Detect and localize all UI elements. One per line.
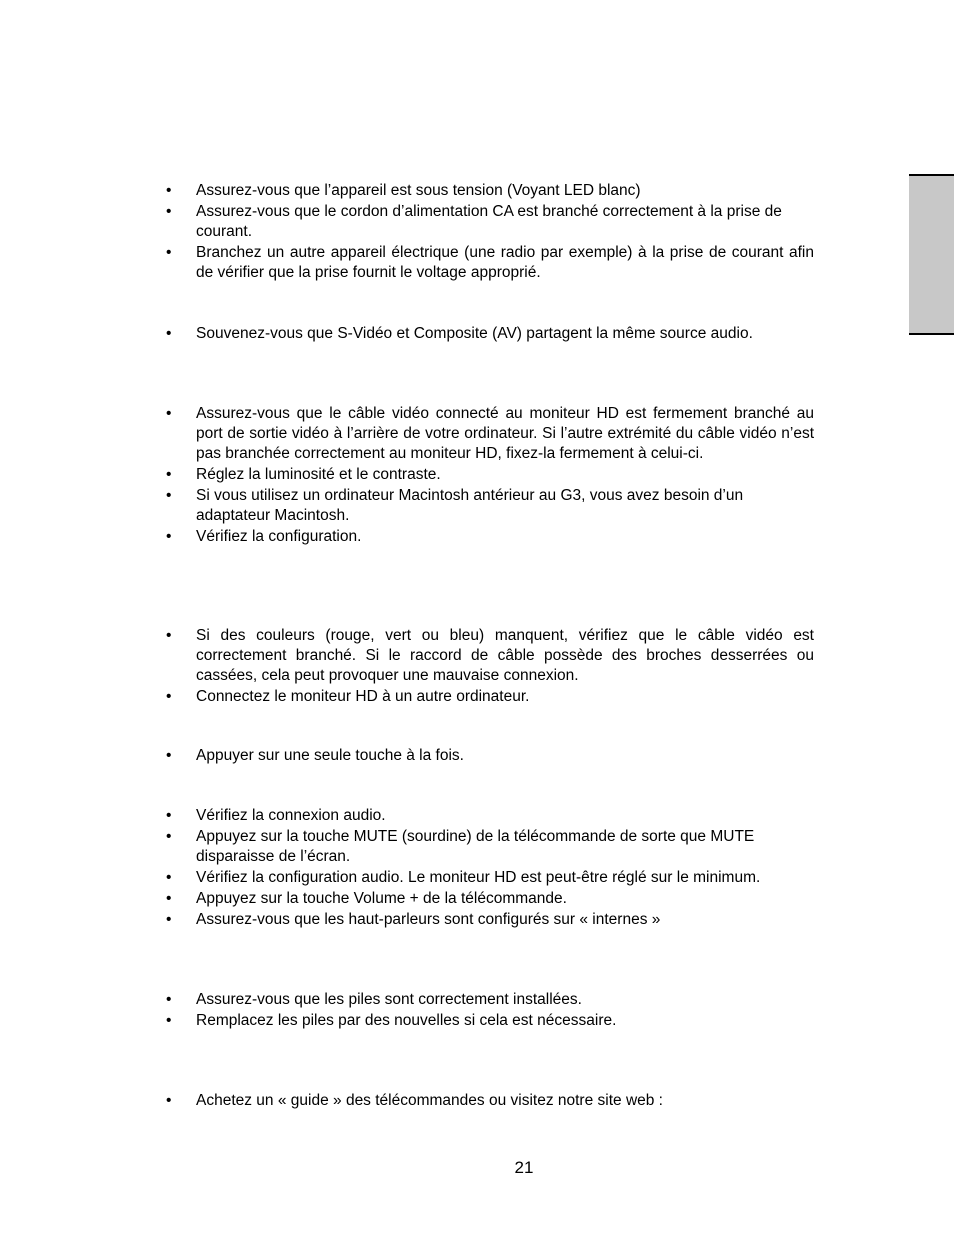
list-item: [166, 202, 814, 242]
list-item: [166, 868, 814, 888]
list-item: [166, 465, 814, 485]
bullet: •: [166, 325, 172, 342]
section-audio-source: [166, 324, 814, 345]
section-batteries: [166, 990, 814, 1032]
bullet: •: [166, 828, 172, 845]
section-colors: [166, 626, 814, 708]
bullet: •: [166, 182, 172, 199]
page-number: 21: [514, 1158, 534, 1177]
list-item-text: Appuyez sur la touche MUTE (sourdine) de la télécommande de sorte que MUTE disparaisse de l’écran.: [196, 828, 755, 865]
list-item: [166, 1091, 814, 1111]
bullet: •: [166, 869, 172, 886]
list-item: [166, 1011, 814, 1031]
section-keys: [166, 746, 814, 767]
list-item: [166, 527, 814, 547]
bullet: •: [166, 466, 172, 483]
section-remote-guide: [166, 1091, 814, 1112]
list-item: [166, 806, 814, 826]
list-item: [166, 910, 814, 930]
list-item-text: Vérifiez la configuration.: [196, 528, 362, 545]
list-item: [166, 827, 814, 867]
list-item-text: Appuyer sur une seule touche à la fois.: [196, 747, 464, 764]
list-item: [166, 486, 814, 526]
list-item: [166, 990, 814, 1010]
side-tab: [909, 174, 954, 335]
bullet: •: [166, 911, 172, 928]
bullet: •: [166, 405, 172, 422]
list-item: [166, 746, 814, 766]
list-item-text: Si vous utilisez un ordinateur Macintosh antérieur au G3, vous avez besoin d’un adaptateur Macintosh.: [196, 487, 744, 524]
list-item-text: Vérifiez la connexion audio.: [196, 807, 386, 824]
section-no-image: [166, 404, 814, 548]
bullet: •: [166, 890, 172, 907]
bullet: •: [166, 627, 172, 644]
bullet: •: [166, 991, 172, 1008]
list-item: [166, 324, 814, 344]
list-item-text: Appuyez sur la touche Volume + de la télécommande.: [196, 890, 567, 907]
list-item: [166, 687, 814, 707]
list-item: [166, 243, 814, 283]
list-item-text: Assurez-vous que le câble vidéo connecté au moniteur HD est fermement branché au port de sortie vidéo à l’arrière de votre ordinateur. Si l’autre extrémité du câble vidéo n’est pas branchée correctement au moniteur HD, fixez-la fermement à celui-ci.: [196, 405, 814, 462]
list-item-text: Assurez-vous que le cordon d’alimentation CA est branché correctement à la prise de courant.: [196, 203, 782, 240]
list-item-text: Remplacez les piles par des nouvelles si cela est nécessaire.: [196, 1012, 617, 1029]
bullet: •: [166, 1092, 172, 1109]
list-item-text: Réglez la luminosité et le contraste.: [196, 466, 441, 483]
list-item-text: Si des couleurs (rouge, vert ou bleu) manquent, vérifiez que le câble vidéo est correctement branché. Si le raccord de câble possède des broches desserrées ou cassées, cela peut provoquer une mauvaise connexion.: [196, 627, 814, 684]
bullet: •: [166, 1012, 172, 1029]
list-item-text: Vérifiez la configuration audio. Le moniteur HD est peut-être réglé sur le minimum.: [196, 869, 761, 886]
list-item-text: Achetez un « guide » des télécommandes ou visitez notre site web :: [196, 1092, 663, 1109]
list-item-text: Connectez le moniteur HD à un autre ordinateur.: [196, 688, 530, 705]
list-item-text: Assurez-vous que les piles sont correctement installées.: [196, 991, 582, 1008]
bullet: •: [166, 203, 172, 220]
list-item: [166, 181, 814, 201]
bullet: •: [166, 747, 172, 764]
list-item-text: Assurez-vous que l’appareil est sous tension (Voyant LED blanc): [196, 182, 641, 199]
bullet: •: [166, 487, 172, 504]
section-power: [166, 181, 814, 284]
bullet: •: [166, 688, 172, 705]
list-item: [166, 626, 814, 686]
list-item: [166, 889, 814, 909]
list-item-text: Assurez-vous que les haut-parleurs sont configurés sur « internes »: [196, 911, 661, 928]
bullet: •: [166, 528, 172, 545]
bullet: •: [166, 807, 172, 824]
bullet: •: [166, 244, 172, 261]
section-no-sound: [166, 806, 814, 931]
list-item-text: Branchez un autre appareil électrique (une radio par exemple) à la prise de courant afin de vérifier que la prise fournit le voltage approprié.: [196, 244, 814, 281]
list-item: [166, 404, 814, 464]
list-item-text: Souvenez-vous que S-Vidéo et Composite (AV) partagent la même source audio.: [196, 325, 753, 342]
